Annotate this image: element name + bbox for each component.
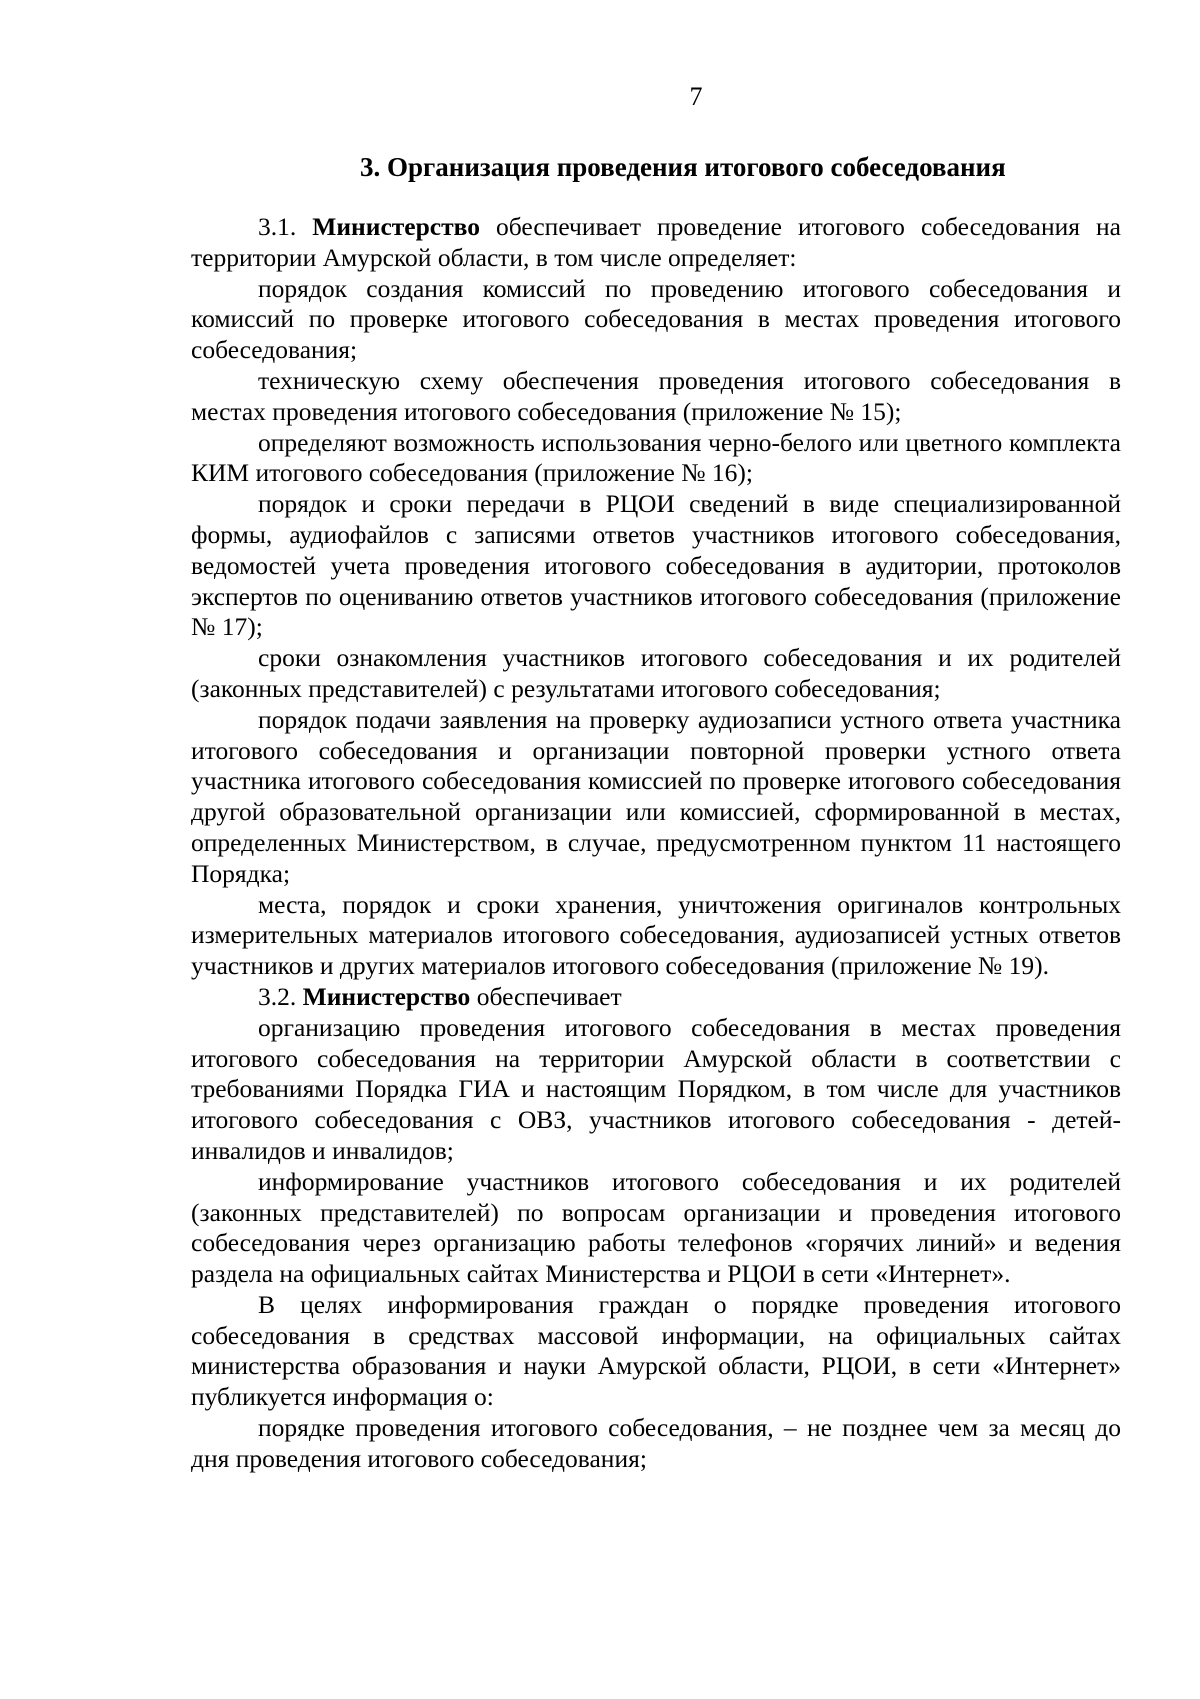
paragraph-number: 3.2. <box>258 981 297 1011</box>
list-item: порядок подачи заявления на проверку аудиозаписи устного ответа участника итогового собеседования и организации повторной проверки устного ответа участника итогового собеседования комиссией по проверке итогового собеседования другой образовательной организации или комиссией, сформированной в местах, определенных Министерством, в случае, предусмотренном пунктом 11 настоящего Порядка; <box>191 704 1121 888</box>
paragraph-3-1 <box>191 212 1121 274</box>
page-number: 7 <box>689 82 703 111</box>
paragraph-text: обеспечивает проведение итогового собеседования на территории Амурской области, в том числе определяет: <box>191 212 1122 272</box>
bold-term: Министерство <box>312 212 480 241</box>
list-item: техническую схему обеспечения проведения итогового собеседования в местах проведения итогового собеседования (приложение № 15); <box>191 365 1121 426</box>
list-item: места, порядок и сроки хранения, уничтожения оригиналов контрольных измерительных материалов итогового собеседования, аудиозаписей устных ответов участников и других материалов итогового собеседования (приложение № 19). <box>191 889 1121 981</box>
paragraph-text: обеспечивает <box>470 981 622 1011</box>
list-item: В целях информирования граждан о порядке проведения итогового собеседования в средствах массовой информации, на официальных сайтах министерства образования и науки Амурской области, РЦОИ, в сети «Интернет» публикуется информация о: <box>191 1289 1121 1412</box>
list-item: информирование участников итогового собеседования и их родителей (законных представителей) по вопросам организации и проведения итогового собеседования через организацию работы телефонов «горячих линий» и ведения раздела на официальных сайтах Министерства и РЦОИ в сети «Интернет». <box>191 1166 1121 1289</box>
document-body <box>191 212 1121 1475</box>
list-item: сроки ознакомления участников итогового собеседования и их родителей (законных представителей) с результатами итогового собеседования; <box>191 643 1121 703</box>
list-item: определяют возможность использования черно-белого или цветного комплекта КИМ итогового собеседования (приложение № 16); <box>191 427 1121 488</box>
list-item: порядок создания комиссий по проведению итогового собеседования и комиссий по проверке итогового собеседования в местах проведения итогового собеседования; <box>191 273 1121 365</box>
list-item: организацию проведения итогового собеседования в местах проведения итогового собеседования на территории Амурской области в соответствии с требованиями Порядка ГИА и настоящим Порядком, в том числе для участников итогового собеседования с ОВЗ, участников итогового собеседования - детей-инвалидов и инвалидов; <box>191 1012 1121 1165</box>
paragraph-3-2 <box>191 982 1121 1013</box>
section-heading: 3. Организация проведения итогового собеседования <box>360 152 1006 182</box>
bold-term: Министерство <box>302 981 471 1011</box>
list-item: порядок и сроки передачи в РЦОИ сведений в виде специализированной формы, аудиофайлов с записями ответов участников итогового собеседования, ведомостей учета проведения итогового собеседования в аудитории, протоколов экспертов по оцениванию ответов участников итогового собеседования (приложение № 17); <box>191 489 1121 642</box>
paragraph-number: 3.1. <box>258 212 297 241</box>
list-item: порядке проведения итогового собеседования, – не позднее чем за месяц до дня проведения итогового собеседования; <box>191 1413 1121 1473</box>
